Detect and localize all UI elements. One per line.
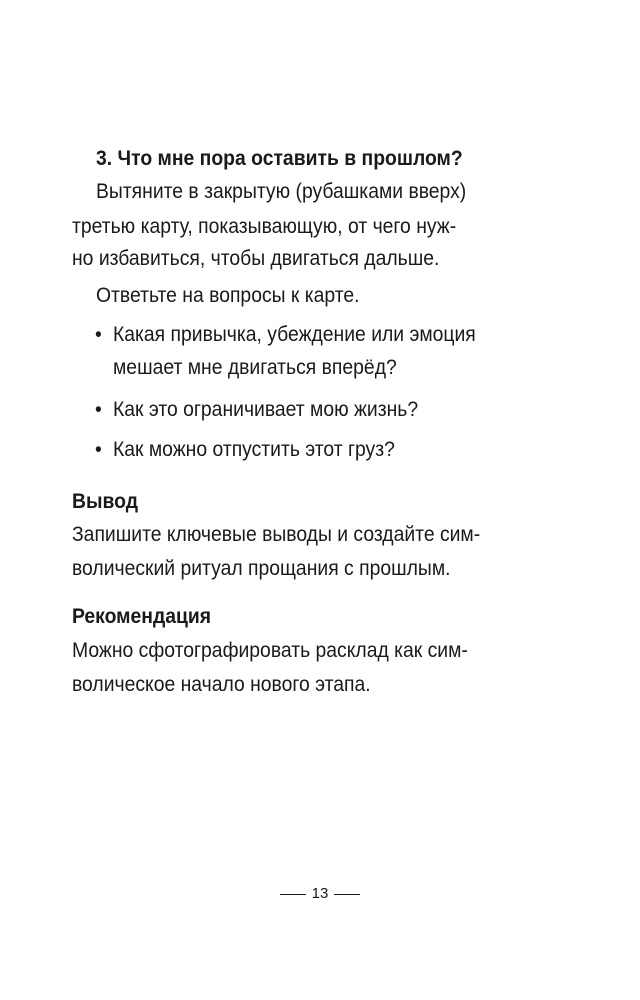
folio-dash-right [334, 894, 360, 895]
bullet-item-line: Как можно отпустить этот груз? [113, 437, 395, 461]
paragraph-line: но избавиться, чтобы двигаться дальше. [72, 246, 440, 270]
paragraph-line: третью карту, показывающую, от чего нуж- [72, 214, 457, 238]
bullet-item-line: мешает мне двигаться вперёд? [113, 355, 397, 379]
recommendation-heading: Рекомендация [72, 604, 212, 628]
conclusion-heading: Вывод [72, 489, 138, 513]
bullet-marker: • [95, 322, 102, 346]
recommendation-line: волическое начало нового этапа. [72, 672, 371, 696]
folio-dash-left [280, 894, 306, 895]
page-number: 13 [311, 885, 329, 902]
section-heading: 3. Что мне пора оставить в прошлом? [96, 146, 463, 170]
bullet-item-line: Как это ограничивает мою жизнь? [113, 397, 419, 421]
paragraph-line: Вытяните в закрытую (рубашками вверх) [96, 179, 467, 203]
bullet-marker: • [95, 397, 102, 421]
recommendation-line: Можно сфотографировать расклад как сим- [72, 638, 468, 662]
bullet-item-line: Какая привычка, убеждение или эмоция [113, 322, 476, 346]
conclusion-line: Запишите ключевые выводы и создайте сим- [72, 522, 481, 546]
page-footer [0, 884, 640, 904]
bullet-marker: • [95, 437, 102, 461]
paragraph-line: Ответьте на вопросы к карте. [96, 283, 360, 307]
conclusion-line: волический ритуал прощания с прошлым. [72, 556, 451, 580]
